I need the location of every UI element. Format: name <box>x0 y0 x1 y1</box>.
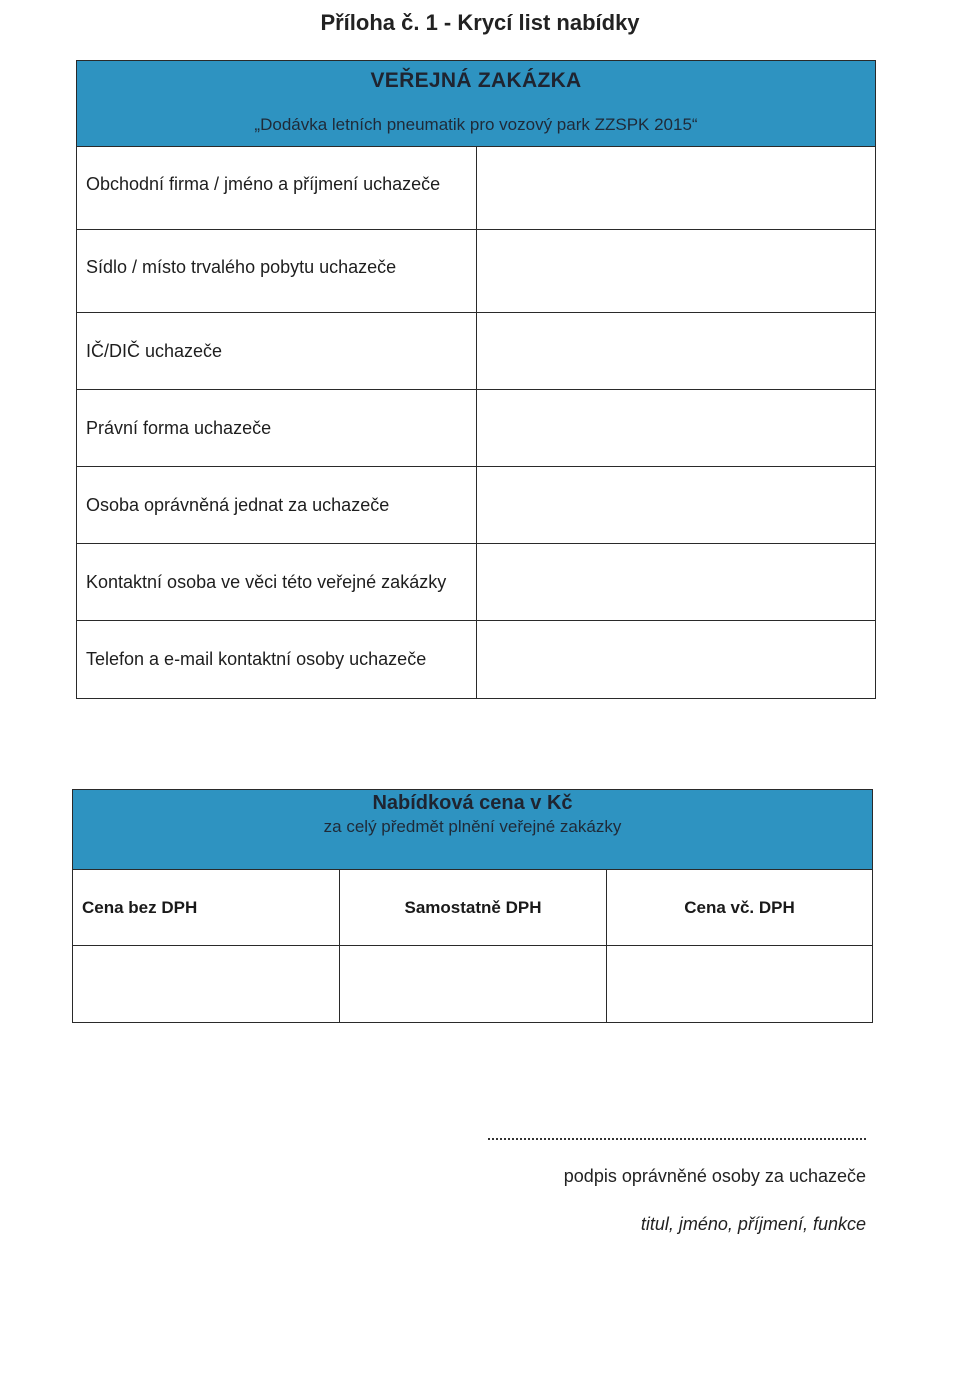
contract-subheading: „Dodávka letních pneumatik pro vozový park ZZSPK 2015“ <box>254 115 698 134</box>
field-company[interactable] <box>477 147 875 229</box>
field-contact-person[interactable] <box>477 544 875 620</box>
row-label-ico-dic: IČ/DIČ uchazeče <box>77 313 477 389</box>
field-legal-form[interactable] <box>477 390 875 466</box>
price-heading: Nabídková cena v Kč <box>372 792 573 814</box>
contract-heading: VEŘEJNÁ ZAKÁZKA <box>370 69 582 92</box>
field-contact-phone-email[interactable] <box>477 621 875 698</box>
signature-line[interactable] <box>488 1128 866 1140</box>
column-price-without-vat: Cena bez DPH <box>73 870 340 945</box>
price-table-header <box>73 790 872 870</box>
price-values-row <box>73 946 872 1022</box>
row-label-contact-person: Kontaktní osoba ve věci této veřejné zakázky <box>77 544 477 620</box>
price-table <box>72 789 873 1023</box>
table-row <box>77 230 875 313</box>
table-row <box>77 313 875 390</box>
field-price-without-vat[interactable] <box>73 946 340 1022</box>
table-row <box>77 467 875 544</box>
price-columns-row <box>73 870 872 946</box>
column-vat: Samostatně DPH <box>340 870 607 945</box>
price-subheading: za celý předmět plnění veřejné zakázky <box>323 817 622 836</box>
field-ico-dic[interactable] <box>477 313 875 389</box>
contract-table <box>76 60 876 699</box>
table-row <box>77 621 875 698</box>
contract-table-header <box>77 61 875 147</box>
row-label-legal-form: Právní forma uchazeče <box>77 390 477 466</box>
field-vat[interactable] <box>340 946 607 1022</box>
signature-label: podpis oprávněné osoby za uchazeče <box>563 1166 866 1186</box>
field-address[interactable] <box>477 230 875 312</box>
signature-sublabel: titul, jméno, příjmení, funkce <box>640 1214 866 1234</box>
table-row <box>77 147 875 230</box>
page-title: Příloha č. 1 - Krycí list nabídky <box>320 10 640 35</box>
row-label-address: Sídlo / místo trvalého pobytu uchazeče <box>77 230 477 312</box>
column-price-with-vat: Cena vč. DPH <box>684 897 795 917</box>
row-label-company: Obchodní firma / jméno a příjmení uchazeče <box>77 147 477 229</box>
field-price-with-vat[interactable] <box>607 946 872 1022</box>
row-label-contact-phone-email: Telefon a e-mail kontaktní osoby uchazeče <box>77 621 477 698</box>
table-row <box>77 390 875 467</box>
field-authorized-person[interactable] <box>477 467 875 543</box>
row-label-authorized-person: Osoba oprávněná jednat za uchazeče <box>77 467 477 543</box>
table-row <box>77 544 875 621</box>
